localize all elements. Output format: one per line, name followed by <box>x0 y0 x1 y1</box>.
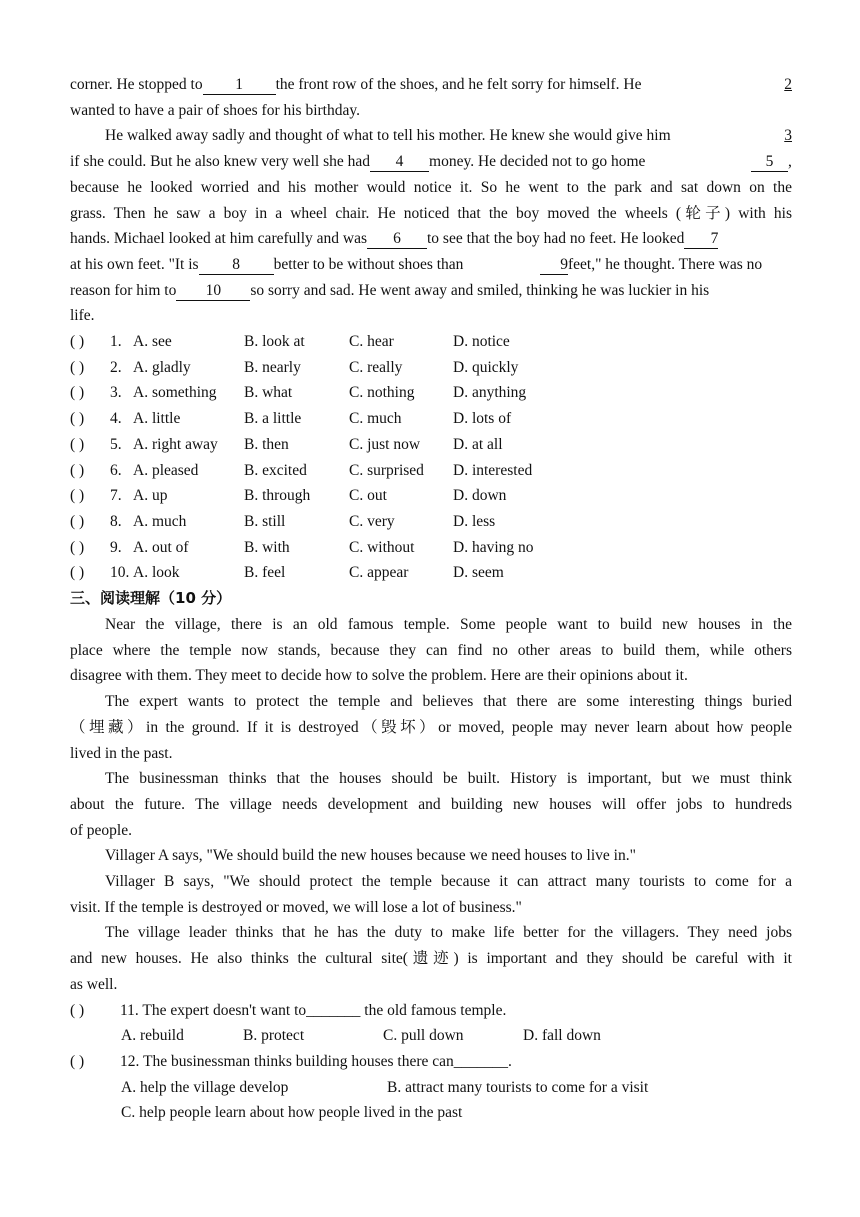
option-b: B. then <box>244 435 289 453</box>
question-12 <box>70 1049 792 1075</box>
para3-line2: about the future. The village needs development and building new houses will offer jobs to hundreds <box>70 795 792 813</box>
option-b: B. through <box>244 487 311 505</box>
cloze-question-row <box>70 406 792 432</box>
question-11-options <box>70 1023 792 1049</box>
option-a: A. rebuild <box>121 1027 184 1045</box>
cloze-question-row <box>70 560 792 586</box>
question-number: 6. <box>110 461 122 479</box>
blank-9-wrap <box>540 252 762 278</box>
para6-line3: as well. <box>70 975 118 993</box>
option-d: D. seem <box>453 564 504 582</box>
option-c: C. help people learn about how people lived in the past <box>121 1104 463 1122</box>
para1-line3: disagree with them. They meet to decide how to solve the problem. Here are their opinions about it. <box>70 667 688 685</box>
option-a: A. something <box>133 384 217 402</box>
answer-paren[interactable]: ( ) <box>70 538 85 556</box>
question-number: 5. <box>110 435 122 453</box>
option-c: C. really <box>349 358 403 376</box>
para5-line1: Villager B says, "We should protect the temple because it can attract many tourists to come for a <box>105 873 792 890</box>
cloze-question-row <box>70 509 792 535</box>
para2-line1: The expert wants to protect the temple and believes that there are some interesting things buried <box>105 693 792 711</box>
text: reason for him to <box>70 281 177 299</box>
text: the front row of the shoes, and he felt sorry for himself. He <box>275 76 642 93</box>
text: at his own feet. "It is <box>70 255 199 273</box>
option-b: B. feel <box>244 564 286 582</box>
blank-7: 7 <box>684 230 718 249</box>
option-d: D. at all <box>453 435 503 453</box>
story-line-2: wanted to have a pair of shoes for his birthday. <box>70 101 360 119</box>
cloze-question-row <box>70 432 792 458</box>
question-11 <box>70 998 792 1024</box>
option-a: A. look <box>133 564 180 582</box>
option-b: B. look at <box>244 333 305 350</box>
question-number: 9. <box>110 538 122 556</box>
option-a: A. see <box>133 333 172 350</box>
blank-2: 2 <box>784 76 792 93</box>
blank-1: 1 <box>203 76 276 95</box>
option-a: A. gladly <box>133 358 191 376</box>
text: money. He decided not to go home <box>429 153 646 171</box>
story-line-7 <box>70 226 792 252</box>
blank-8: 8 <box>199 256 274 275</box>
blank-5: 5 <box>751 153 788 172</box>
para6-line2: and new houses. He also thinks the cultural site(遗迹) is important and they should be careful with it <box>70 950 792 968</box>
text: corner. He stopped to <box>70 76 203 93</box>
option-c: C. just now <box>349 435 421 453</box>
answer-paren[interactable]: ( ) <box>70 358 85 376</box>
option-a: A. help the village develop <box>121 1078 289 1096</box>
text: He walked away sadly and thought of what to tell his mother. He knew she would give him <box>105 127 671 145</box>
blank-5-wrap: 5 , <box>751 149 792 175</box>
option-a: A. right away <box>133 435 218 453</box>
question-number: 7. <box>110 487 122 505</box>
answer-paren[interactable]: ( ) <box>70 333 85 350</box>
para3-line3: of people. <box>70 821 132 839</box>
option-c: C. out <box>349 487 387 505</box>
option-d: D. having no <box>453 538 534 556</box>
cloze-question-row <box>70 483 792 509</box>
option-d: D. anything <box>453 384 527 402</box>
option-d: D. quickly <box>453 358 519 376</box>
question-stem: 11. The expert doesn't want to_______ the old famous temple. <box>120 1001 507 1019</box>
story-line-5: because he looked worried and his mother would notice it. So he went to the park and sat down on the <box>70 178 792 196</box>
option-a: A. out of <box>133 538 189 556</box>
question-number: 8. <box>110 512 122 530</box>
question-stem: 12. The businessman thinks building houses there can_______. <box>120 1052 512 1070</box>
option-d: D. notice <box>453 333 510 350</box>
text: hands. Michael looked at him carefully and was <box>70 230 367 248</box>
option-c: C. surprised <box>349 461 424 479</box>
text: if she could. But he also knew very well she had <box>70 153 371 171</box>
question-number: 3. <box>110 384 122 402</box>
option-b: B. with <box>244 538 290 556</box>
story-line-6: grass. Then he saw a boy in a wheel chair. He noticed that the boy moved the wheels (轮子) with his <box>70 204 792 222</box>
option-c: C. much <box>349 410 402 428</box>
option-c: C. pull down <box>383 1027 464 1045</box>
question-12-options-1 <box>70 1075 792 1101</box>
answer-paren[interactable]: ( ) <box>70 564 85 582</box>
option-b: B. attract many tourists to come for a visit <box>387 1078 649 1096</box>
blank-10: 10 <box>176 282 250 301</box>
option-c: C. appear <box>349 564 409 582</box>
question-number: 4. <box>110 410 122 428</box>
option-c: C. very <box>349 512 395 530</box>
answer-paren[interactable]: ( ) <box>70 410 85 428</box>
answer-paren[interactable]: ( ) <box>70 1052 85 1070</box>
question-number: 10. <box>110 564 130 582</box>
text: better to be without shoes than <box>273 255 464 273</box>
option-d: D. less <box>453 512 496 530</box>
cloze-question-row <box>70 380 792 406</box>
answer-paren[interactable]: ( ) <box>70 1001 85 1019</box>
option-c: C. hear <box>349 333 394 350</box>
option-a: A. little <box>133 410 181 428</box>
option-b: B. excited <box>244 461 307 479</box>
para1-line1: Near the village, there is an old famous temple. Some people want to build new houses in the <box>105 616 792 633</box>
cloze-question-row <box>70 329 792 355</box>
story-line-3 <box>70 123 792 149</box>
text: so sorry and sad. He went away and smiled, thinking he was luckier in his <box>250 281 710 299</box>
answer-paren[interactable]: ( ) <box>70 384 85 402</box>
option-b: B. still <box>244 512 286 530</box>
story-line-9 <box>70 278 792 304</box>
section-heading: 三、阅读理解（10 分） <box>70 589 232 607</box>
cloze-question-row <box>70 355 792 381</box>
option-d: D. down <box>453 487 507 505</box>
option-a: A. pleased <box>133 461 199 479</box>
question-number: 2. <box>110 358 122 376</box>
question-12-options-2 <box>70 1100 792 1126</box>
cloze-question-row <box>70 458 792 484</box>
para1-line2: place where the temple now stands, because they can find no other areas to build them, while others <box>70 641 792 659</box>
cloze-question-row <box>70 535 792 561</box>
blank-9: 9 <box>540 256 568 275</box>
option-a: A. much <box>133 512 187 530</box>
para2-line2: （埋藏）in the ground. If it is destroyed（毁坏）or moved, people may never learn about how people <box>70 718 792 736</box>
blank-3: 3 <box>784 127 792 145</box>
blank-4: 4 <box>370 153 429 172</box>
para2-line3: lived in the past. <box>70 744 173 762</box>
story-line-4 <box>70 149 792 175</box>
para4: Villager A says, "We should build the new houses because we need houses to live in." <box>105 847 636 865</box>
para5-line2: visit. If the temple is destroyed or moved, we will lose a lot of business." <box>70 898 522 916</box>
answer-paren[interactable]: ( ) <box>70 461 85 479</box>
answer-paren[interactable]: ( ) <box>70 512 85 530</box>
option-b: B. what <box>244 384 293 402</box>
story-line-10: life. <box>70 307 95 325</box>
option-d: D. fall down <box>523 1027 601 1045</box>
answer-paren[interactable]: ( ) <box>70 487 85 505</box>
question-number: 1. <box>110 333 122 350</box>
story-line-1 <box>70 72 792 98</box>
option-d: D. lots of <box>453 410 512 428</box>
option-c: C. nothing <box>349 384 415 402</box>
text: to see that the boy had no feet. He looked <box>427 230 685 248</box>
story-line-8 <box>70 252 792 278</box>
option-c: C. without <box>349 538 415 556</box>
option-a: A. up <box>133 487 168 505</box>
option-b: B. a little <box>244 410 302 428</box>
blank-6: 6 <box>367 230 427 249</box>
option-b: B. nearly <box>244 358 301 376</box>
answer-paren[interactable]: ( ) <box>70 435 85 453</box>
para6-line1: The village leader thinks that he has the duty to make life better for the villagers. They need jobs <box>105 924 792 942</box>
para3-line1: The businessman thinks that the houses should be built. History is important, but we must think <box>105 770 792 788</box>
text: feet," he thought. There was no <box>568 255 763 273</box>
option-b: B. protect <box>243 1027 305 1045</box>
option-d: D. interested <box>453 461 533 479</box>
